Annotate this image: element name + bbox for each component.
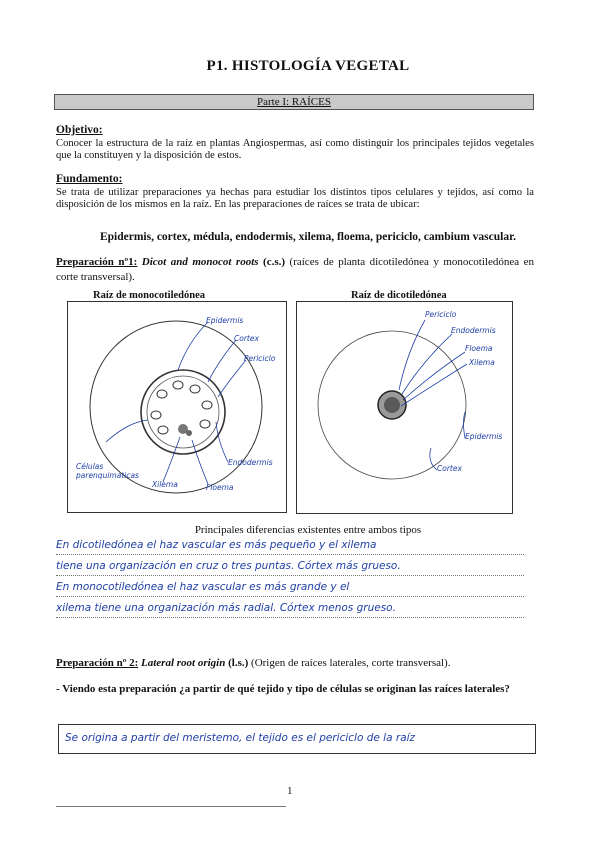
mono-vascular-ring: [141, 370, 225, 454]
mono-diagram-box: [67, 301, 287, 513]
page-number: 1: [287, 785, 293, 797]
fundamento-heading: Fundamento:: [56, 173, 123, 185]
mono-vessel: [202, 401, 212, 409]
answer-line: En monocotiledónea el haz vascular es más grande y el: [56, 579, 524, 597]
mono-xylem-cluster: [186, 430, 192, 436]
mono-label-epidermis: Epidermis: [206, 316, 244, 325]
dicot-label-floema: Floema: [465, 344, 493, 353]
mono-label-cortex: Cortex: [234, 334, 259, 343]
dicot-xylem: [384, 397, 400, 413]
dicot-caption: Raíz de dicotiledónea: [351, 290, 447, 301]
answer-line: tiene una organización en cruz o tres puntas. Córtex más grueso.: [56, 558, 524, 576]
prep2-answer-box: Se origina a partir del meristemo, el tejido es el periciclo de la raíz: [58, 724, 536, 754]
mono-vessel: [158, 426, 168, 434]
mono-vessel: [157, 390, 167, 398]
dicot-label-cortex: Cortex: [437, 464, 462, 473]
section-header: Parte I: RAÍCES: [54, 94, 534, 110]
dicot-label-endodermis: Endodermis: [451, 326, 496, 335]
mono-label-pericicle: Periciclo: [244, 354, 276, 363]
differences-caption: Principales diferencias existentes entre ambos tipos: [194, 524, 422, 536]
mono-vessel: [190, 385, 200, 393]
fundamento-text: Se trata de utilizar preparaciones ya hechas para estudiar los distintos tipos celulares y tejidos, así como la disposición de los mismos en la raíz. En las preparaciones de raíces se trata de ubicar:: [56, 187, 534, 210]
mono-label-xilema: Xilema: [152, 480, 178, 489]
dicot-label-pericicle: Periciclo: [425, 310, 457, 319]
dicot-label-epidermis: Epidermis: [465, 432, 503, 441]
objetivo-heading: Objetivo:: [56, 124, 103, 136]
mono-vessel: [173, 381, 183, 389]
mono-label-floema: Floema: [206, 483, 234, 492]
mono-vessel: [200, 420, 210, 428]
footer-rule: [56, 806, 286, 807]
prep2-question: - Viendo esta preparación ¿a partir de qué tejido y tipo de células se originan las raíces laterales?: [56, 683, 510, 695]
mono-caption: Raíz de monocotiledónea: [93, 290, 205, 301]
mono-label-endodermis: Endodermis: [228, 458, 273, 467]
dicot-diagram-box: [296, 301, 513, 514]
answer-line: xilema tiene una organización más radial. Córtex menos grueso.: [56, 600, 524, 618]
prep2-text: Preparación nº 2: Lateral root origin (l.s.) (Origen de raíces laterales, corte transversal).: [56, 657, 451, 669]
mono-vessel: [151, 411, 161, 419]
prep1-text: Preparación nº1: Dicot and monocot roots (c.s.) (raíces de planta dicotiledónea y monocotiledónea en corte transversal).: [56, 256, 534, 283]
answer-line: En dicotiledónea el haz vascular es más pequeño y el xilema: [56, 537, 524, 555]
mono-label-parenquima: Células parenquimaticas: [76, 462, 139, 480]
dicot-label-xilema: Xilema: [469, 358, 495, 367]
objetivo-text: Conocer la estructura de la raíz en plantas Angiospermas, así como distinguir los principales tejidos vegetales que la constituyen y la disposición de estos.: [56, 138, 534, 161]
page-title: P1. HISTOLOGÍA VEGETAL: [206, 58, 410, 74]
tissue-list: Epidermis, cortex, médula, endodermis, xilema, floema, periciclo, cambium vascular.: [99, 231, 517, 243]
